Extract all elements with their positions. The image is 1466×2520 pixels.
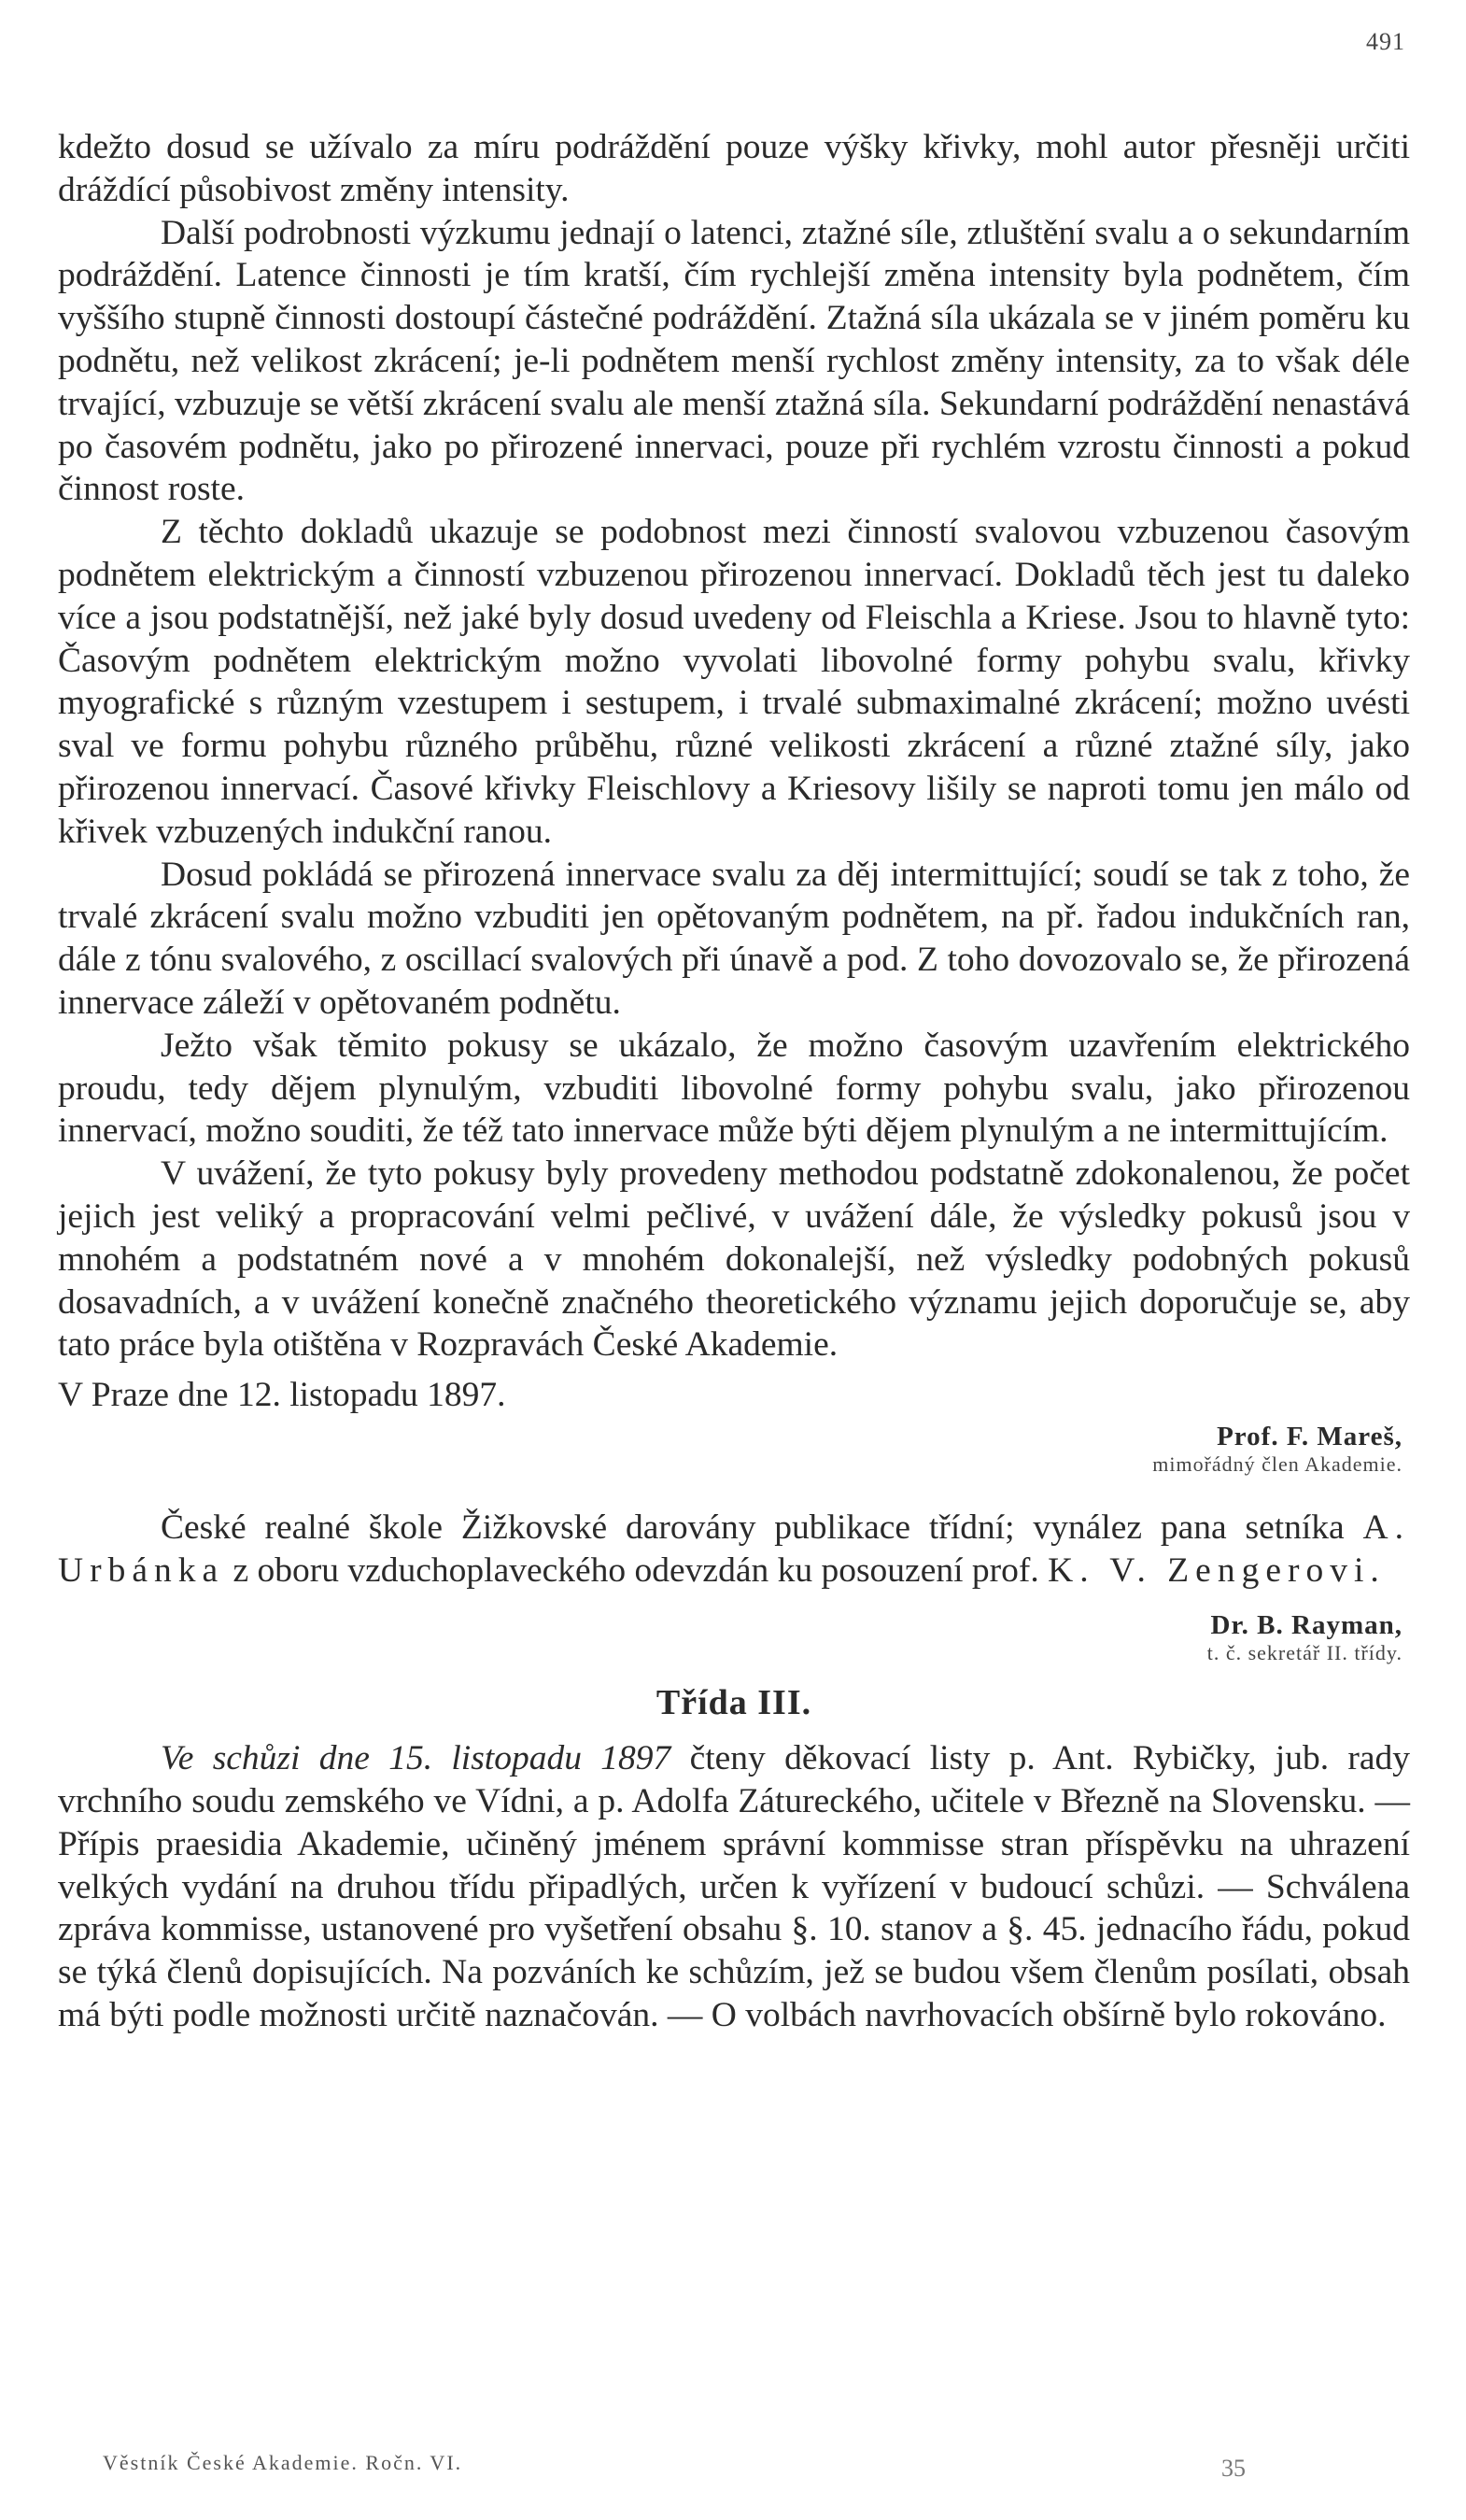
signature-mares xyxy=(58,1423,1403,1479)
notice-text-2: z oboru vzduchoplaveckého odevzdán ku posouzení prof. xyxy=(224,1550,1049,1590)
paragraph-2: Další podrobnosti výzkumu jednají o latenci, ztažné síle, ztluštění svalu a o sekundarním podráždění. Latence činnosti je tím kratší, čím rychlejší změna intensity byla podnětem, čím vyššího stupně činnosti dostoupí částečné podráždění. Ztažná síla ukázala se v jiném poměru ku podnětu, než velikost zkrácení; je-li podnětem menší rychlost změny intensity, za to však déle trvající, vzbuzuje se větší zkrácení svalu ale menší ztažná síla. Sekundarní podráždění nenastává po časovém podnětu, jako po přirozené innervaci, pouze při rychlém vzrostu činnosti a pokud činnost roste. xyxy=(58,213,1410,509)
notice-paragraph xyxy=(58,1507,1410,1593)
session-date: Ve schůzi dne 15. listopadu 1897 xyxy=(161,1739,671,1778)
paragraph-4: Dosud pokládá se přirozená innervace svalu za děj intermittující; soudí se tak z toho, že trvalé zkrácení svalu možno vzbuditi jen opětovaným podnětem, na př. řadou indukčních ran, dále z tónu svalového, z oscillací svalových při únavě a pod. Z toho dovozovalo se, že přirozená innervace záleží v opětovaném podnětu. xyxy=(58,855,1410,1022)
signature-role: t. č. sekretář II. třídy. xyxy=(1206,1640,1403,1664)
notice-block xyxy=(58,1507,1410,1664)
paragraph-6: V uvážení, že tyto pokusy byly provedeny methodou podstatně zdokonalenou, že počet jejich jest veliký a propracování velmi pečlivé, v uvážení dále, že výsledky pokusů jsou v mnohém a podstatném nové a v mnohém dokonalejší, než výsledky podobných pokusů dosavadních, a v uvážení konečně značného theoretického významu jejich doporučuje se, aby tato práce byla otištěna v Rozpravách České Akademie. xyxy=(58,1154,1410,1365)
body-text xyxy=(58,126,1410,2037)
paragraph-3: Z těchto dokladů ukazuje se podobnost mezi činností svalovou vzbuzenou časovým podnětem elektrickým a činností vzbuzenou přirozenou innervací. Dokladů těch jest tu daleko více a jsou podstatnější, než jaké byly dosud uvedeny od Fleischla a Kriese. Jsou to hlavně tyto: Časovým podnětem elektrickým možno vyvolati libovolné formy pohybu svalu, křivky myografické s různým vzestupem i sestupem, i trvalé submaximalné zkrácení; možno uvésti sval ve formu pohybu různého průběhu, různé velikosti zkrácení a různé ztažné síly, jako přirozenou innervací. Časové křivky Fleischlovy a Kriesovy lišily se naproti tomu jen málo od křivek vzbuzených indukční ranou. xyxy=(58,513,1410,851)
session-paragraph xyxy=(58,1737,1410,2037)
footer-signature-mark: 35 xyxy=(1221,2455,1246,2482)
notice-name-zenger: K. V. Zengerovi xyxy=(1048,1550,1371,1590)
notice-name-urbanek: A. Urbánka xyxy=(58,1508,1410,1590)
session-text: čteny děkovací listy p. Ant. Rybičky, jub. rady vrchního soudu zemského ve Vídni, a p. Adolfa Zátureckého, učitele v Březně na Slovensku. — Přípis praesidia Akademie, učiněný jménem správní kommisse stran příspěvku na uhrazení velkých vydání na druhou třídu připadlých, určen k vyřízení v budoucí schůzi. — Schválena zpráva kommisse, ustanovené pro vyšetření obsahu §. 10. stanov a §. 45. jednacího řádu, pokud se týká členů dopisujících. Na pozváních ke schůzím, jež se budou všem členům posílati, obsah má býti podle možnosti určitě naznačován. — O volbách navrhovacích obšírně bylo rokováno. xyxy=(58,1739,1411,2035)
date-line: V Praze dne 12. listopadu 1897. xyxy=(58,1376,506,1415)
footer-journal: Věstník České Akademie. Ročn. VI. xyxy=(103,2451,463,2474)
section-heading: Třída III. xyxy=(655,1682,812,1722)
signature-name: Prof. F. Mareš, xyxy=(1217,1421,1403,1451)
notice-text-3: . xyxy=(1370,1550,1379,1590)
signature-rayman xyxy=(1207,1611,1403,1667)
paragraph-1: kdežto dosud se užívalo za míru podráždění pouze výšky křivky, mohl autor přesněji určiti dráždící působivost změny intensity. xyxy=(58,128,1410,209)
notice-text-1: České realné škole Žižkovské darovány publikace třídní; vynález pana setníka xyxy=(161,1508,1363,1547)
paragraph-5: Ježto však těmito pokusy se ukázalo, že možno časovým uzavřením elektrického proudu, tedy dějem plynulým, vzbuditi libovolné formy pohybu svalu, jako přirozenou innervací, možno souditi, že též tato innervace může býti dějem plynulým a ne intermittujícím. xyxy=(58,1026,1410,1151)
signature-name: Dr. B. Rayman, xyxy=(1210,1609,1403,1640)
page-number: 491 xyxy=(1366,28,1405,55)
signature-role: mimořádný člen Akademie. xyxy=(1152,1451,1403,1476)
